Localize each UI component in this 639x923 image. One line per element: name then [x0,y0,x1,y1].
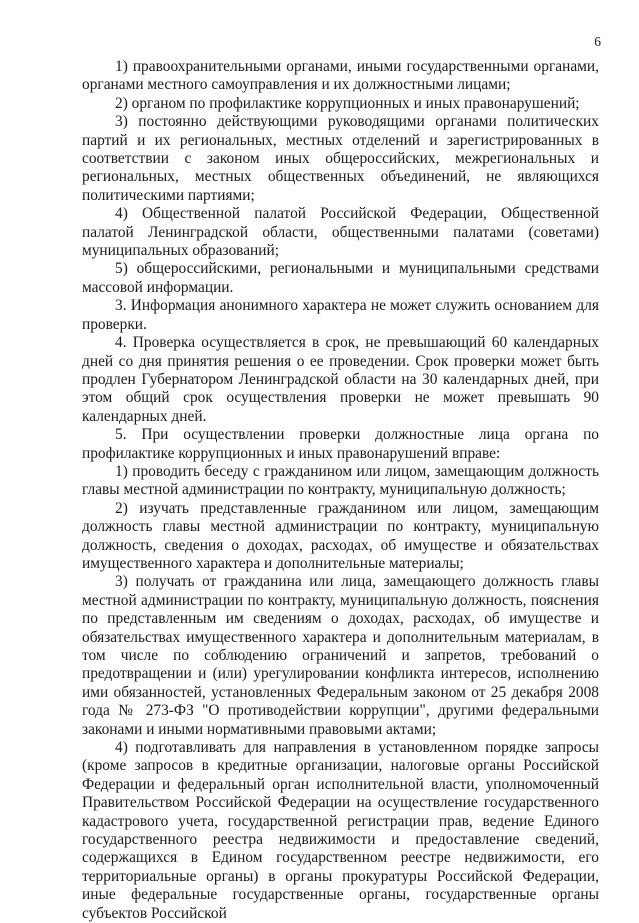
paragraph-section-3: 3. Информация анонимного характера не может служить основанием для проверки. [82,297,599,333]
page-number: 6 [594,34,601,49]
document-body [82,58,599,923]
paragraph-right-1: 1) проводить беседу с гражданином или лицом, замещающим должность главы местной администрации по контракту, муниципальную должность; [82,462,599,499]
paragraph-right-2: 2) изучать представленные гражданином или лицом, замещающим должность главы местной администрации по контракту, муниципальную должность, сведения о доходах, расходах, об имуществе и обязательствах имущественного характера и дополнительные материалы; [82,499,599,572]
paragraph-item-5: 5) общероссийскими, региональными и муниципальными средствами массовой информации. [82,260,599,296]
paragraph-item-1: 1) правоохранительными органами, иными государственными органами, органами местного самоуправления и их должностными лицами; [82,58,599,94]
paragraph-section-4: 4. Проверка осуществляется в срок, не превышающий 60 календарных дней со дня принятия решения о ее проведении. Срок проверки может быть продлен Губернатором Ленинградской области на 30 календарных дней, при этом общий срок осуществления проверки не может превышать 90 календарных дней. [82,334,599,425]
paragraph-item-2: 2) органом по профилактике коррупционных и иных правонарушений; [115,94,580,112]
paragraph-right-4: 4) подготавливать для направления в установленном порядке запросы (кроме запросов в кредитные организации, налоговые органы Российской Федерации и федеральный орган исполнительной власти, уполномоченный Правительством Российской Федерации на осуществление государственного кадастрового учета, государственной регистрации прав, ведение Единого государственного реестра недвижимости и предоставление сведений, содержащихся в Едином государственном реестре недвижимости, его территориальные органы) в органы прокуратуры Российской Федерации, иные федеральные государственные органы, государственные органы субъектов Российской [82,739,599,922]
paragraph-item-4: 4) Общественной палатой Российской Федерации, Общественной палатой Ленинградской области, общественными палатами (советами) муниципальных образований; [82,205,599,260]
paragraph-right-3: 3) получать от гражданина или лица, замещающего должность главы местной администрации по контракту, муниципальную должность, пояснения по представленным им сведениям о доходах, расходах, об имуществе и обязательствах имущественного характера и дополнительным материалам, в том числе по соблюдению ограничений и запретов, требований о предотвращении и (или) урегулировании конфликта интересов, исполнению ими обязанностей, установленных Федеральным законом от 25 декабря 2008 года № 273-ФЗ "О противодействии коррупции", другими федеральными законами и иными нормативными правовыми актами; [82,573,599,738]
paragraph-section-5: 5. При осуществлении проверки должностные лица органа по профилактике коррупционных и иных правонарушений вправе: [82,426,599,462]
paragraph-item-3: 3) постоянно действующими руководящими органами политических партий и их региональных, местных отделений и зарегистрированных в соответствии с законом иных общероссийских, межрегиональных и региональных, местных общественных объединений, не являющихся политическими партиями; [82,113,599,204]
